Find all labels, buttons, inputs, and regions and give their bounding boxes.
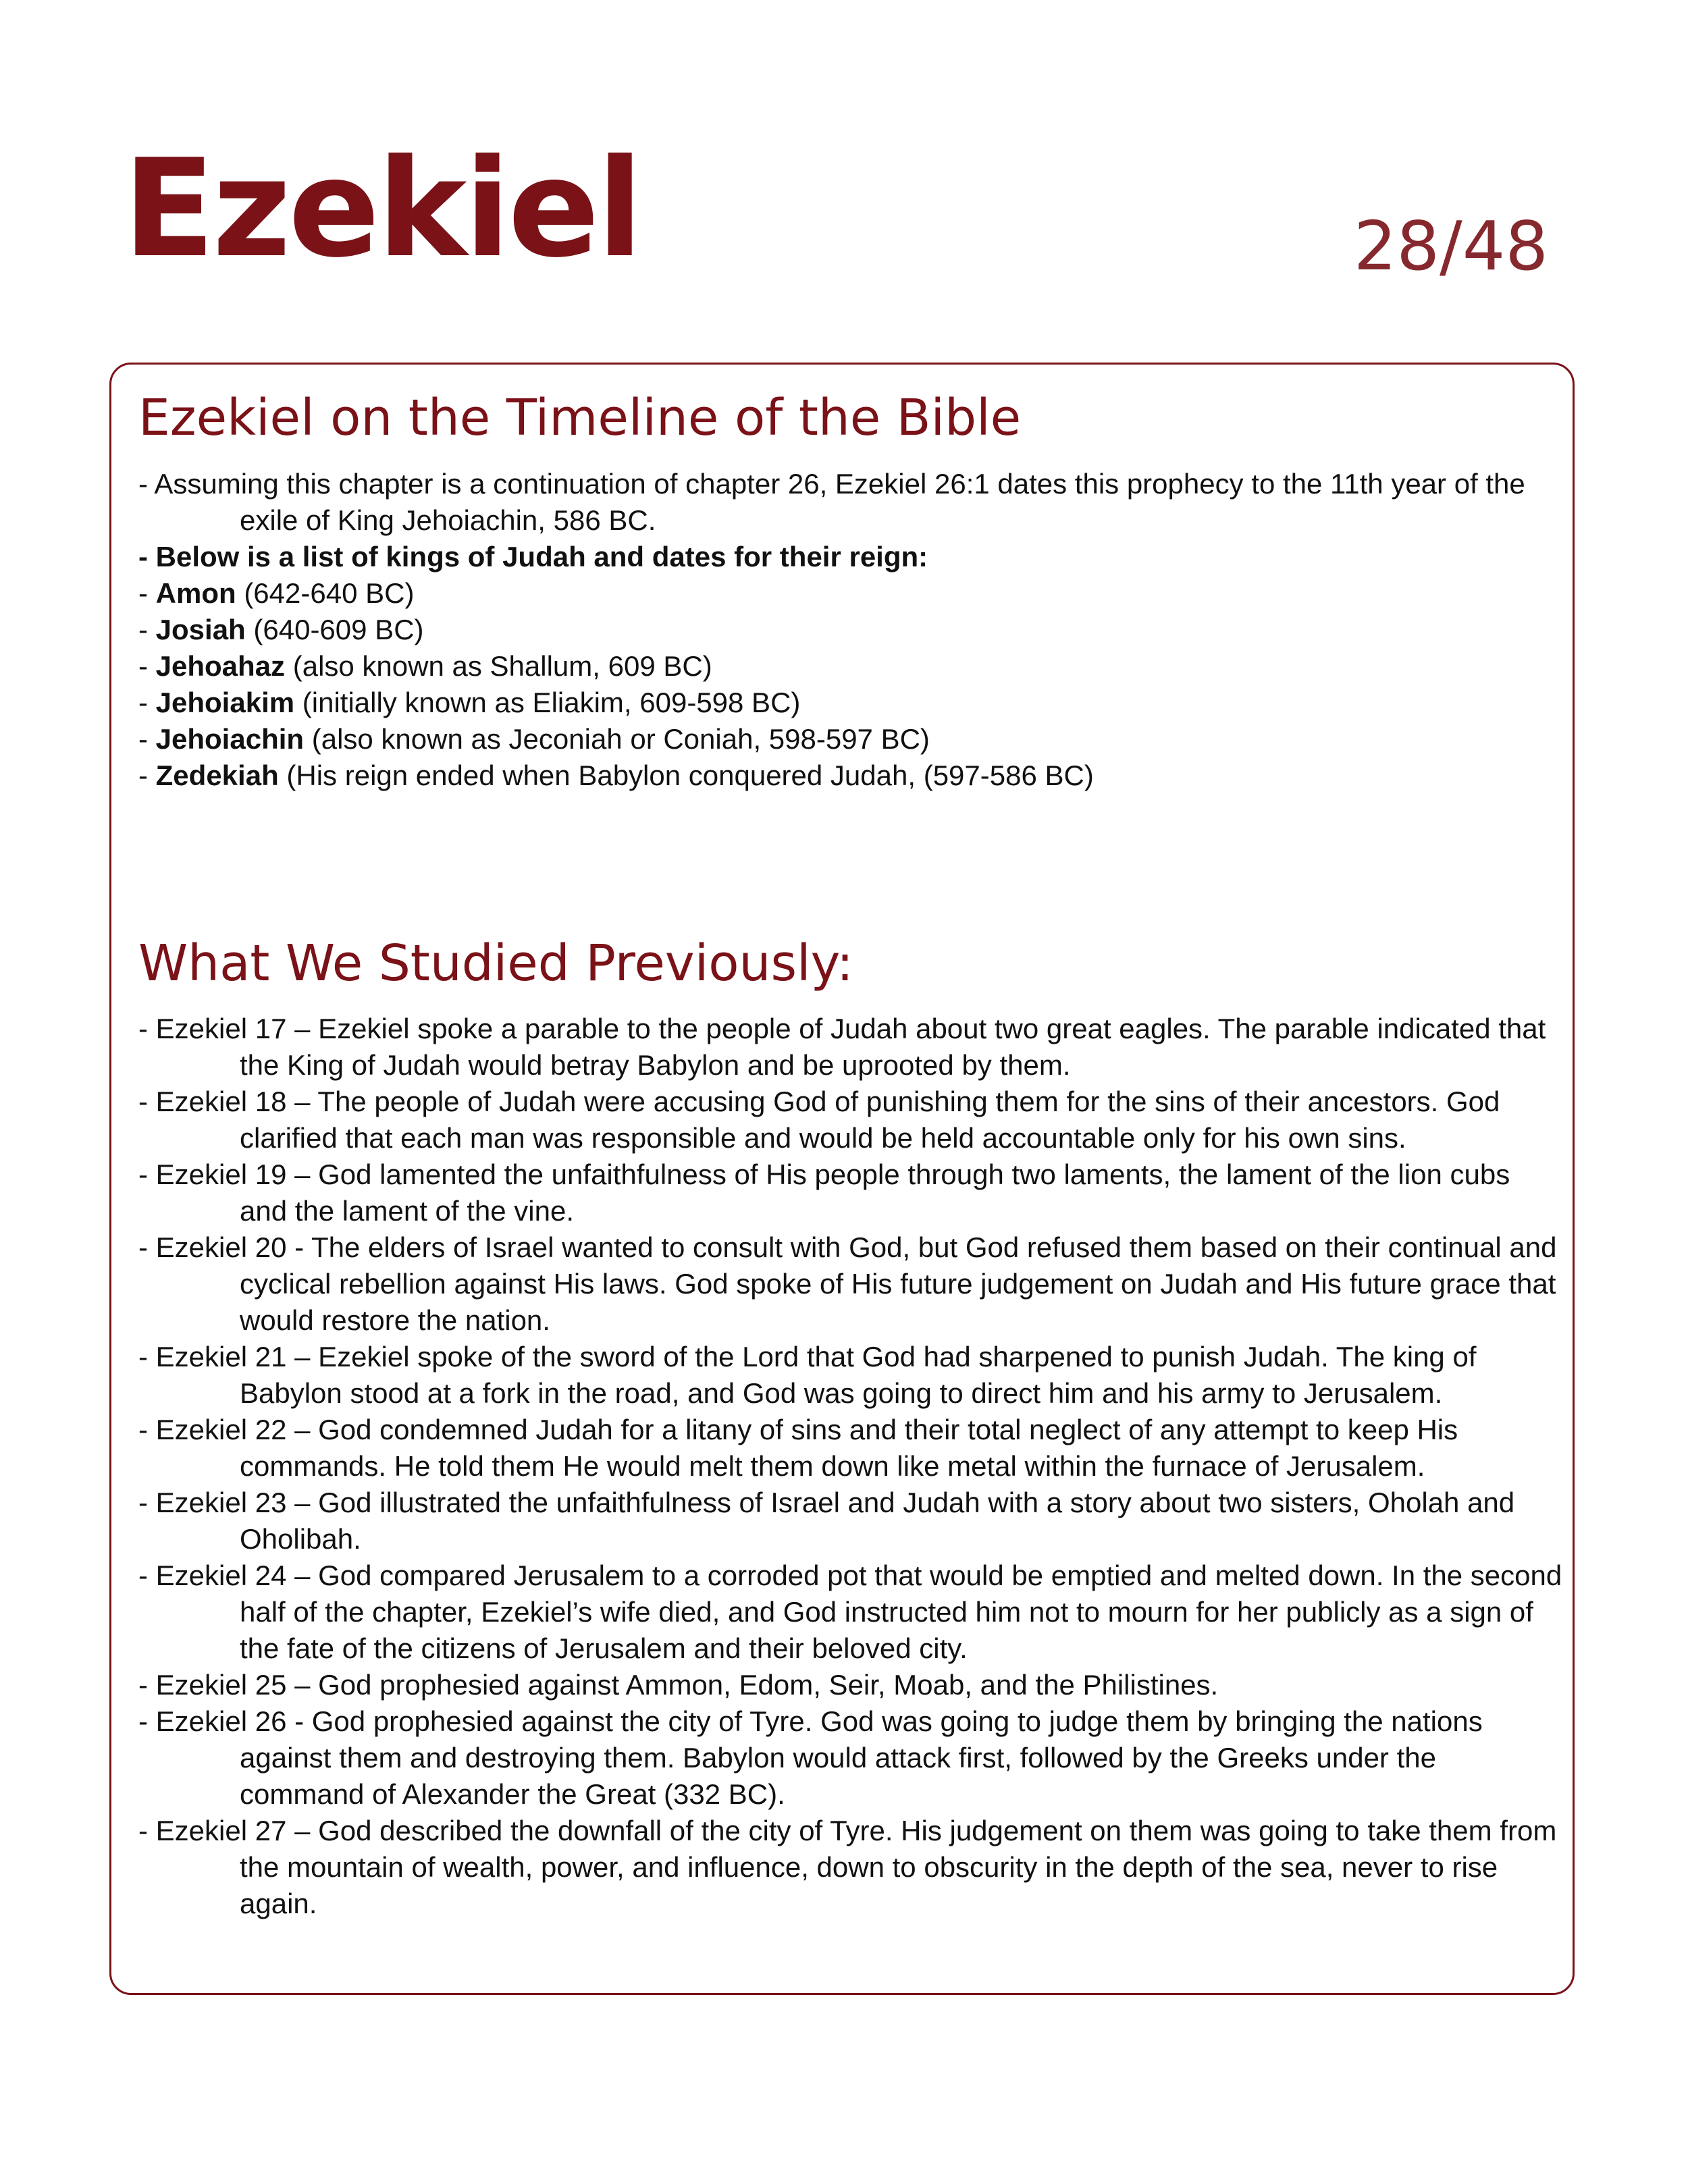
previous-list [138,1011,1563,1922]
king-item [138,721,1563,757]
previous-item: - Ezekiel 26 - God prophesied against the city of Tyre. God was going to judge them by bringing the nations against them and destroying them. Babylon would attack first, followed by the Greeks under the command of Alexander the Great (332 BC). [138,1705,1483,1810]
timeline-heading: Ezekiel on the Timeline of the Bible [138,389,1022,447]
king-item [138,648,1563,685]
king-prefix: - [138,687,156,718]
previous-item: - Ezekiel 17 – Ezekiel spoke a parable to the people of Judah about two great eagles. The parable indicated that the King of Judah would betray Babylon and be uprooted by them. [138,1013,1546,1081]
king-name: Jehoiakim [155,687,295,718]
king-name: Zedekiah [155,760,279,791]
previous-item: - Ezekiel 18 – The people of Judah were accusing God of punishing them for the sins of their ancestors. God clarified that each man was responsible and would be held accountable only for his own sins. [138,1086,1500,1154]
king-item [138,685,1563,721]
previous-item: - Ezekiel 23 – God illustrated the unfaithfulness of Israel and Judah with a story about two sisters, Oholah and Oholibah. [138,1487,1515,1555]
king-prefix: - [138,614,156,645]
king-name: Jehoiachin [155,723,305,755]
previous-item: - Ezekiel 19 – God lamented the unfaithfulness of His people through two laments, the lament of the lion cubs and the lament of the vine. [138,1158,1510,1227]
previous-item: - Ezekiel 25 – God prophesied against Ammon, Edom, Seir, Moab, and the Philistines. [138,1669,1219,1701]
previous-item: - Ezekiel 22 – God condemned Judah for a litany of sins and their total neglect of any attempt to keep His commands. He told them He would melt them down like metal within the furnace of Jerusalem. [138,1414,1458,1482]
king-prefix: - [138,577,156,609]
king-item [138,575,1563,612]
previous-item: - Ezekiel 21 – Ezekiel spoke of the sword of the Lord that God had sharpened to punish Judah. The king of Babylon stood at a fork in the road, and God was going to direct him and his army to Jerusalem. [138,1341,1477,1409]
king-prefix: - [138,650,156,682]
king-name: Josiah [155,614,246,645]
previous-item: - Ezekiel 24 – God compared Jerusalem to a corroded pot that would be emptied and melted down. In the second half of the chapter, Ezekiel’s wife died, and God instructed him not to mourn for her publicly as a sign of the fate of the citizens of Jerusalem and their beloved city. [138,1560,1562,1664]
page-title: Ezekiel [123,130,641,288]
kings-list-intro: - Below is a list of kings of Judah and dates for their reign: [138,541,928,572]
king-prefix: - [138,760,156,791]
timeline-intro: - Assuming this chapter is a continuation of chapter 26, Ezekiel 26:1 dates this prophecy to the 11th year of the exile of King Jehoiachin, 586 BC. [138,468,1525,536]
king-prefix: - [138,723,156,755]
previous-item: - Ezekiel 27 – God described the downfall of the city of Tyre. His judgement on them was going to take them from the mountain of wealth, power, and influence, down to obscurity in the depth of the sea, never to rise again. [138,1815,1557,1919]
king-detail: (640-609 BC) [245,614,424,645]
king-item [138,612,1563,648]
king-detail: (also known as Jeconiah or Coniah, 598-597 BC) [304,723,930,755]
king-name: Amon [155,577,236,609]
timeline-list [138,466,1563,794]
king-detail: (also known as Shallum, 609 BC) [285,650,712,682]
king-detail: (642-640 BC) [236,577,415,609]
king-detail: (initially known as Eliakim, 609-598 BC) [294,687,801,718]
previous-heading: What We Studied Previously: [138,934,853,992]
previous-item: - Ezekiel 20 - The elders of Israel wanted to consult with God, but God refused them based on their continual and cyclical rebellion against His laws. God spoke of His future judgement on Judah and His future grace that would restore the nation. [138,1231,1557,1336]
king-item [138,757,1563,794]
page-number: 28/48 [1353,207,1548,286]
king-name: Jehoahaz [155,650,286,682]
king-detail: (His reign ended when Babylon conquered Judah, (597-586 BC) [278,760,1094,791]
